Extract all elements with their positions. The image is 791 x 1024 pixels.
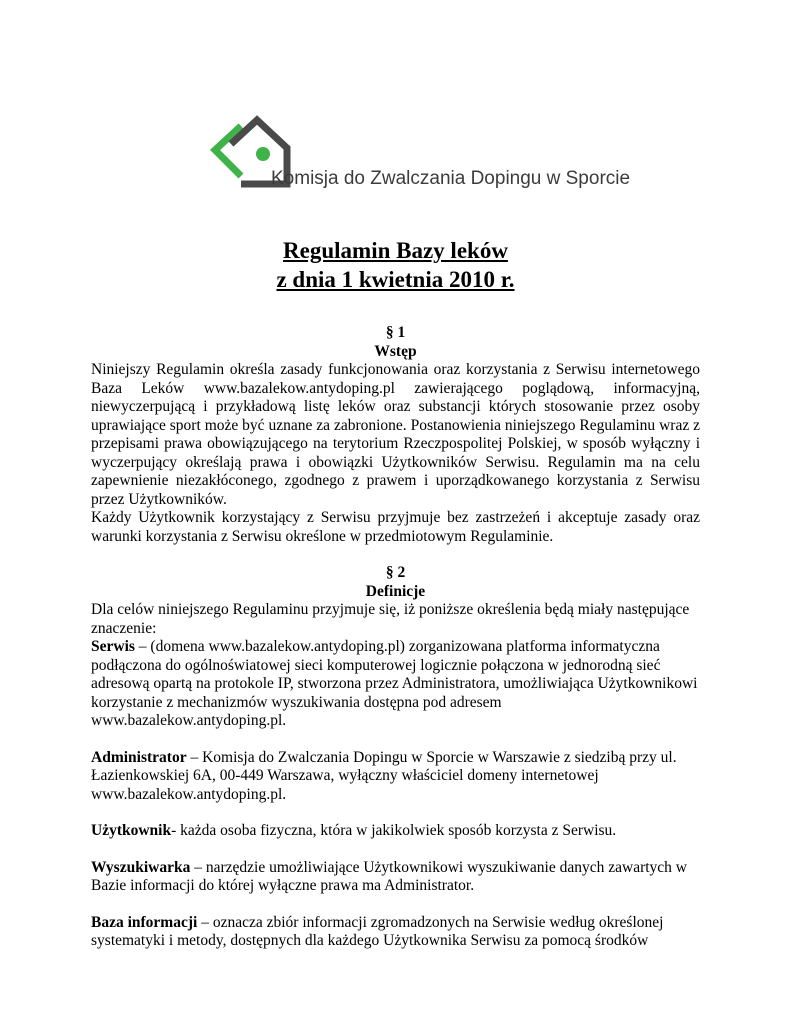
definition-term: Użytkownik bbox=[91, 822, 172, 839]
section-2-heading: Definicje bbox=[365, 582, 426, 600]
logo-text: Komisja do Zwalczania Dopingu w Sporcie bbox=[271, 168, 631, 189]
definition-text: – (domena www.bazalekow.antydoping.pl) zorganizowana platforma informatyczna podłączona do ogólnoświatowej sieci komputerowej logicznie połączona w jednorodną sieć adresową opartą na protokole IP, stworzona przez Administratora, umożliwiająca Użytkownikowi korzystanie z mechanizmów wyszukiwania dostępna pod adresem www.bazalekow.antydoping.pl. bbox=[91, 638, 698, 729]
section-1-paragraph-2: Każdy Użytkownik korzystający z Serwisu przyjmuje bez zastrzeżeń i akceptuje zasady oraz warunki korzystania z Serwisu określone w przedmiotowym Regulaminie. bbox=[91, 509, 700, 545]
definition-term: Baza informacji bbox=[91, 913, 198, 931]
definition-text: – narzędzie umożliwiające Użytkownikowi wyszukiwanie danych zawartych w Bazie informacji do której wyłączne prawa ma Administrator. bbox=[91, 858, 688, 894]
section-1-number: § 1 bbox=[385, 324, 406, 341]
definition-text: - każda osoba fizyczna, która w jakikolwiek sposób korzysta z Serwisu. bbox=[171, 822, 617, 839]
section-2-intro: Dla celów niniejszego Regulaminu przyjmuje się, iż poniższe określenia będą miały następujące znaczenie: bbox=[91, 601, 690, 637]
definition-text: – oznacza zbiór informacji zgromadzonych na Serwisie według określonej systematyki i metody, dostępnych dla każdego Użytkownika Serwisu za pomocą środków bbox=[91, 913, 664, 949]
definition-uzytkownik bbox=[91, 822, 700, 841]
section-2-number: § 2 bbox=[385, 564, 406, 581]
logo bbox=[207, 112, 631, 196]
title-line-2: z dnia 1 kwietnia 2010 r. bbox=[276, 267, 515, 292]
definition-term: Serwis bbox=[91, 638, 135, 655]
title-line-1: Regulamin Bazy leków bbox=[283, 238, 508, 263]
definition-term: Wyszukiwarka bbox=[91, 858, 191, 876]
definition-text: – Komisja do Zwalczania Dopingu w Sporcie w Warszawie z siedzibą przy ul. Łazienkowskiej 6A, 00-449 Warszawa, wyłączny właściciel domeny internetowej www.bazalekow.antydoping.pl. bbox=[91, 748, 677, 803]
document-body bbox=[91, 324, 700, 951]
definition-administrator bbox=[91, 749, 700, 805]
definition-baza-informacji bbox=[91, 914, 700, 951]
definition-serwis bbox=[91, 638, 700, 731]
definition-term: Administrator bbox=[91, 748, 187, 766]
definition-wyszukiwarka bbox=[91, 859, 700, 896]
section-1-paragraph-1: Niniejszy Regulamin określa zasady funkcjonowania oraz korzystania z Serwisu internetowego Baza Leków www.bazalekow.antydoping.pl zawierającego poglądową, informacyjną, niewyczerpującą i przykładową listę leków oraz substancji których stosowanie przez osoby uprawiające sport może być uznane za zabronione. Postanowienia niniejszego Regulaminu wraz z przepisami prawa obowiązującego na terytorium Rzeczpospolitej Polskiej, w sposób wyłączny i wyczerpujący określają prawa i obowiązki Użytkowników Serwisu. Regulamin ma na celu zapewnienie niezakłóconego, zgodnego z prawem i uporządkowanego korzystania z Serwisu przez Użytkowników. bbox=[91, 361, 700, 508]
section-1-heading: Wstęp bbox=[374, 342, 417, 360]
